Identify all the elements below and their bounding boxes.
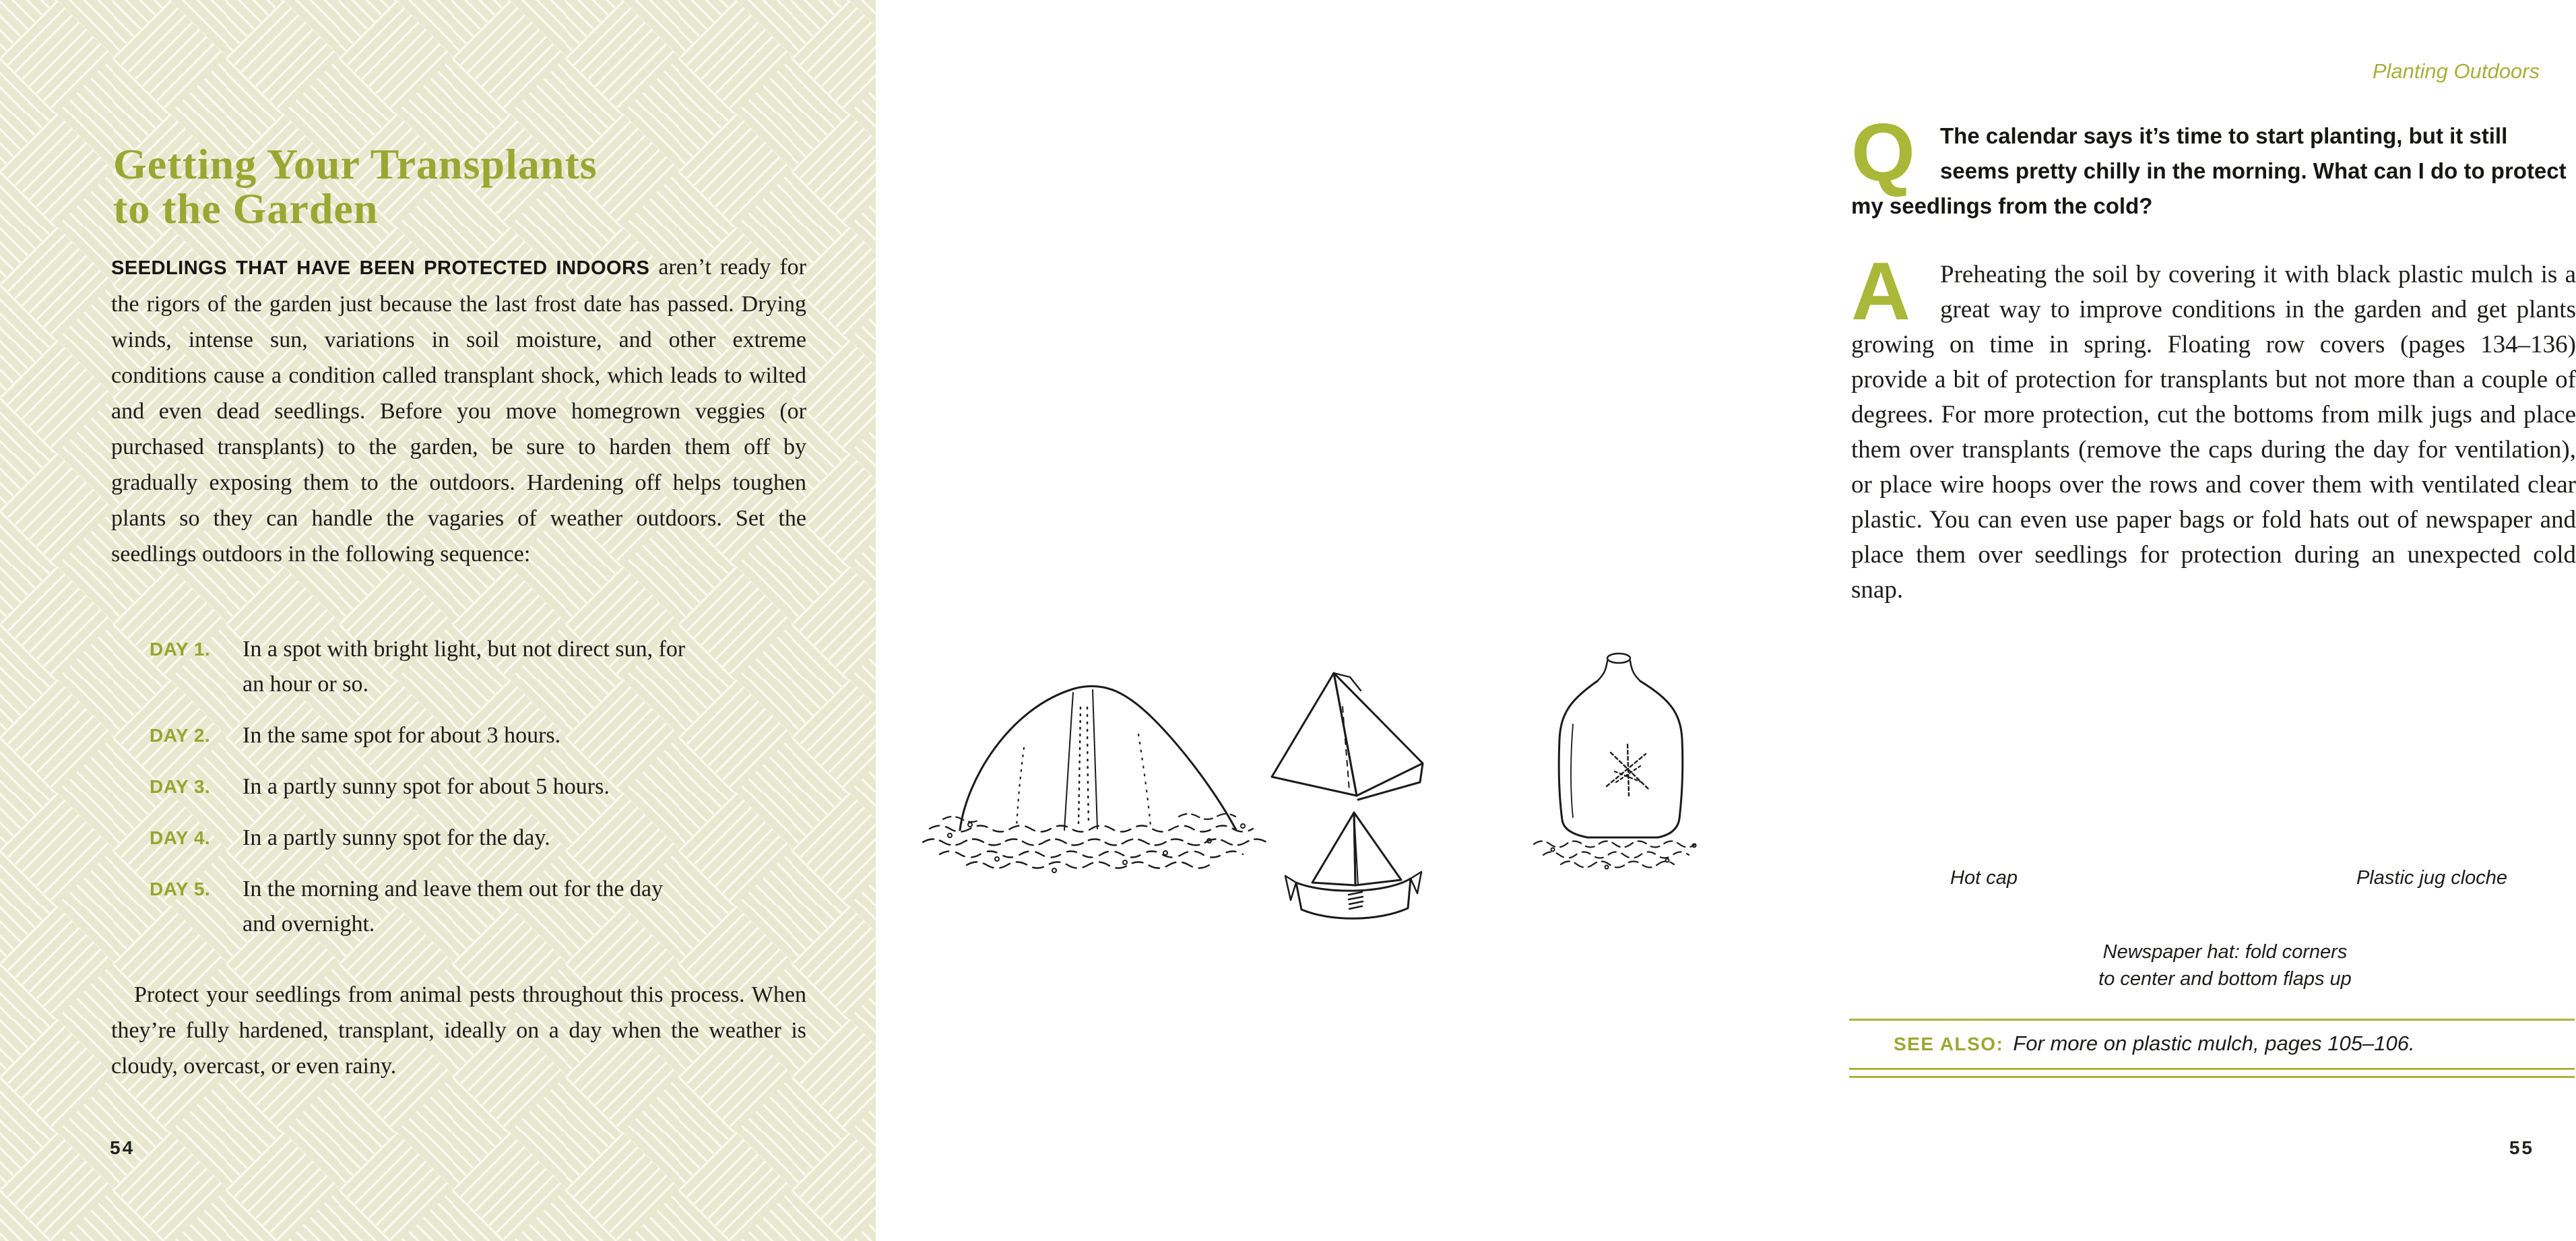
day-text: In a partly sunny spot for about 5 hours.	[243, 774, 610, 799]
answer-text: Preheating the soil by covering it with black plastic mulch is a great way to improve conditions in the garden and get plants growing on time in spring. Floating row covers (pages 134–136) provide a bit of protection for transplants but not more than a couple of degrees. For more protection, cut the bottoms from milk jugs and place them over transplants (remove the caps during the day for ventilation), or place wire hoops over the rows and cover them with ventilated clear plastic. You can even use paper bags or fold hats out of newspaper and place them over seedlings for protection during an unexpected cold snap.	[1851, 261, 2576, 604]
day-label: DAY 3.	[150, 776, 211, 797]
day-label: DAY 1.	[150, 639, 211, 660]
list-item	[111, 632, 812, 702]
list-item	[111, 872, 812, 942]
list-item	[111, 718, 812, 753]
hot-cap-caption: Hot cap	[1950, 867, 2018, 889]
newspaper-tent-illustration	[1261, 664, 1436, 805]
closing-paragraph: Protect your seedlings from animal pests throughout this process. When they’re fully hardened, transplant, ideally on a day when the weather is cloudy, overcast, or even rainy.	[111, 982, 806, 1079]
day-label: DAY 5.	[150, 879, 211, 899]
day-text: In a spot with bright light, but not direct sun, for an hour or so.	[243, 637, 686, 697]
hardening-off-day-list	[111, 632, 812, 958]
double-rule	[1849, 1068, 2575, 1078]
page-title-line1: Getting Your Transplants	[113, 139, 598, 188]
day-text: In a partly sunny spot for the day.	[243, 825, 550, 850]
day-label: DAY 4.	[150, 827, 211, 848]
question-block	[1851, 106, 2576, 224]
page-number-right: 55	[2509, 1137, 2534, 1158]
intro-lead-in: SEEDLINGS THAT HAVE BEEN PROTECTED INDOORS	[111, 257, 650, 279]
list-item	[111, 769, 812, 804]
answer-block	[1851, 245, 2576, 608]
page-title	[113, 139, 827, 232]
intro-rest: aren’t ready for the rigors of the garden just because the last frost date has passed. Drying winds, intense sun, variations in soil moisture, and other extreme conditions cause a condition called transplant shock, which leads to wilted and even dead seedlings. Before you move homegrown veggies (or purchased transplants) to the garden, be sure to harden them off by gradually exposing them to the outdoors. Hardening off helps toughen plants so they can handle the vagaries of weather outdoors. Set the seedlings outdoors in the following sequence:	[111, 255, 807, 567]
right-page	[876, 0, 2576, 1241]
newspaper-hat-caption: Newspaper hat: fold corners to center and bottom flaps up	[2098, 941, 2352, 990]
see-also-text: For more on plastic mulch, pages 105–106.	[2013, 1031, 2415, 1055]
day-text: In the morning and leave them out for the day and overnight.	[243, 877, 664, 936]
see-also-block	[1849, 1019, 2575, 1078]
running-head: Planting Outdoors	[2372, 59, 2540, 83]
page-number-left: 54	[110, 1137, 135, 1158]
see-also-label: SEE ALSO:	[1894, 1033, 2004, 1054]
day-label: DAY 2.	[150, 725, 211, 746]
list-item	[111, 821, 812, 856]
plastic-jug-cloche-illustration	[1526, 643, 1714, 879]
a-drop-cap: A	[1851, 245, 1911, 337]
question-text: The calendar says it’s time to start planting, but it still seems pretty chilly in the morning. What can I do to protect my seedlings from the cold?	[1851, 123, 2567, 218]
plastic-jug-caption: Plastic jug cloche	[2356, 867, 2508, 889]
intro-paragraph	[111, 249, 806, 572]
newspaper-hat-illustration	[1273, 807, 1435, 932]
q-drop-cap: Q	[1851, 106, 1915, 198]
day-text: In the same spot for about 3 hours.	[243, 723, 561, 748]
left-page	[0, 0, 876, 1241]
page-title-line2: to the Garden	[113, 184, 379, 232]
hot-cap-illustration	[903, 660, 1293, 876]
